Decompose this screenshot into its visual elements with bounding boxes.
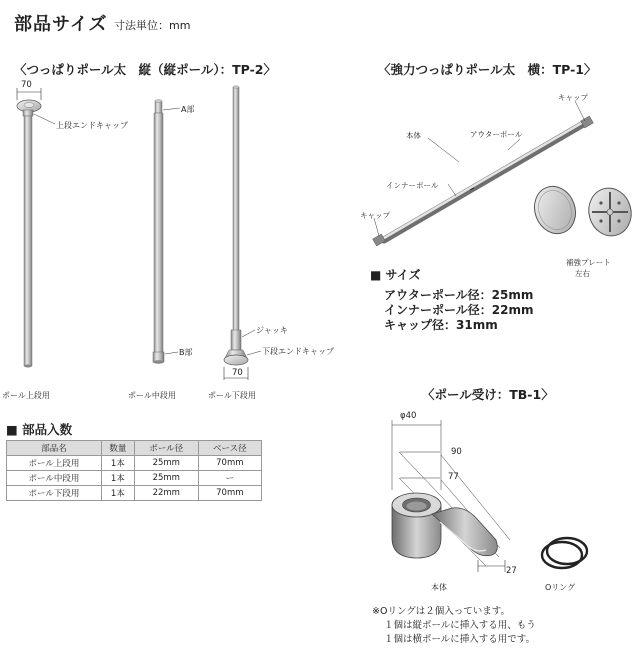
table-cell: 1本 <box>101 456 134 471</box>
table-cell: 1本 <box>101 486 134 501</box>
table-cell: 70mm <box>198 456 261 471</box>
tp1-heading: 〈強力つっぱりポール太 横：TP-1〉 <box>378 62 597 77</box>
unit-label: 寸法単位：mm <box>114 19 191 32</box>
tp2-upper-caption: ポール上段用 <box>2 391 50 400</box>
tp2-lower-caption: ポール下段用 <box>208 391 256 400</box>
tp1-inner-label: インナーポール <box>386 181 439 190</box>
page-title: 部品サイズ <box>14 14 108 35</box>
table-cell: ポール上段用 <box>7 456 102 471</box>
tb1-note-3: １個は横ポールに挿入する用です。 <box>384 634 536 645</box>
tp1-size-inner: インナーポール径：22mm <box>384 303 534 317</box>
parts-col-diameter: ポール径 <box>134 441 198 456</box>
tp2-upper-width: 70 <box>21 80 32 90</box>
table-cell: 25mm <box>134 471 198 486</box>
tp1-cap-left-label: キャップ <box>360 211 390 220</box>
parts-col-name: 部品名 <box>7 441 102 456</box>
pole-holder <box>392 420 510 572</box>
table-cell: 70mm <box>198 486 261 501</box>
tb1-dim-27: 27 <box>506 566 517 576</box>
tp2-middle-caption: ポール中段用 <box>128 391 176 400</box>
tp2-jack-label: ジャッキ <box>256 326 288 335</box>
tb1-oring-label: Oリング <box>545 583 576 592</box>
tp2-a-label: A部 <box>181 105 195 114</box>
tb1-dim-77: 77 <box>448 472 459 482</box>
tp2-b-label: B部 <box>179 348 193 357</box>
tp1-size-heading: ■ サイズ <box>370 268 421 282</box>
tp1-outer-label: アウターポール <box>470 130 523 139</box>
o-ring <box>542 538 587 568</box>
table-cell: ポール下段用 <box>7 486 102 501</box>
tp2-lower-cap-label: 下段エンドキャップ <box>262 347 334 356</box>
tp2-heading: 〈つっぱりポール太 縦（縦ポール）：TP-2〉 <box>14 62 276 77</box>
tb1-body-label: 本体 <box>431 583 447 592</box>
pole-middle <box>153 100 180 364</box>
tb1-note-1: ※Oリングは２個入っています。 <box>372 606 510 617</box>
parts-col-base: ベース径 <box>198 441 261 456</box>
tp1-plate-label: 補強プレート <box>566 258 611 267</box>
table-cell: ー <box>198 471 261 486</box>
table-cell: 1本 <box>101 471 134 486</box>
tp1-body-label: 本体 <box>406 131 421 140</box>
pole-lower <box>224 86 261 380</box>
tp1-cap-top-label: キャップ <box>558 93 588 102</box>
table-cell: 22mm <box>134 486 198 501</box>
table-cell: ポール中段用 <box>7 471 102 486</box>
parts-col-qty: 数量 <box>101 441 134 456</box>
table-cell: 25mm <box>134 456 198 471</box>
tb1-dim-diameter: φ40 <box>400 411 417 421</box>
pole-upper <box>17 88 55 368</box>
tp1-plate-side-label: 左右 <box>575 269 590 278</box>
tp1-size-outer: アウターポール径：25mm <box>384 288 534 302</box>
tp2-upper-cap-label: 上段エンドキャップ <box>56 121 128 130</box>
tp2-lower-width: 70 <box>232 368 243 378</box>
tb1-heading: 〈ポール受け：TB-1〉 <box>422 387 554 402</box>
tp1-size-cap: キャップ径：31mm <box>384 318 498 332</box>
parts-heading: ■ 部品入数 <box>6 422 73 437</box>
tb1-dim-90: 90 <box>451 447 462 457</box>
reinforcement-plates <box>528 181 636 241</box>
tb1-note-2: １個は縦ポールに挿入する用、もう <box>384 620 536 631</box>
